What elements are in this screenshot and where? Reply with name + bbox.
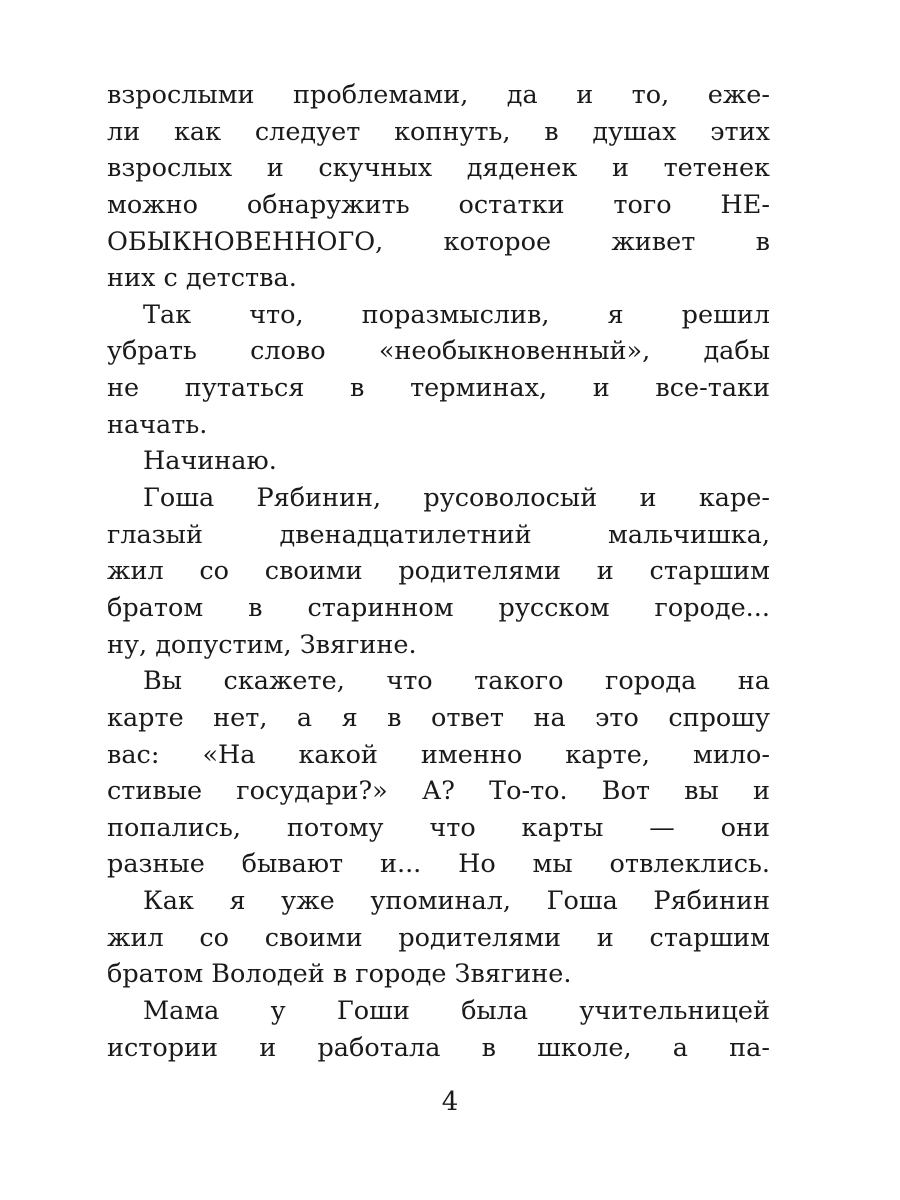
text-line: можно обнаружить остатки того НЕ- [107, 189, 770, 220]
text-line: ну, допустим, Звягине. [107, 629, 417, 660]
text-line: взрослых и скучных дяденек и тетенек [107, 153, 770, 184]
text-line: Так что, поразмыслив, я решил [143, 299, 770, 330]
text-line: жил со своими родителями и старшим [107, 922, 770, 953]
text-line: взрослыми проблемами, да и то, еже- [107, 80, 770, 110]
text-line: них с детства. [107, 263, 297, 294]
paragraph [107, 883, 770, 993]
text-line: Начинаю. [143, 446, 277, 477]
text-line: ли как следует копнуть, в душах этих [107, 116, 770, 147]
paragraph [107, 993, 770, 1066]
text-line: Как я уже упоминал, Гоша Рябинин [143, 886, 770, 917]
text-line: карте нет, а я в ответ на это спрошу [107, 702, 770, 733]
text-line: братом Володей в городе Звягине. [107, 959, 572, 990]
text-line: истории и работала в школе, а па- [107, 1032, 770, 1063]
text-line: начать. [107, 409, 208, 440]
text-line: разные бывают и... Но мы отвлеклись. [107, 849, 770, 880]
paragraph [107, 297, 770, 444]
text-line: Гоша Рябинин, русоволосый и каре- [143, 483, 770, 514]
text-line: не путаться в терминах, и все-таки [107, 373, 770, 404]
text-line: попались, потому что карты — они [107, 812, 770, 843]
paragraph [107, 480, 770, 663]
text-line: жил со своими родителями и старшим [107, 556, 770, 587]
text-line: братом в старинном русском городе... [107, 592, 770, 623]
paragraph [107, 443, 770, 480]
page-number: 4 [441, 1087, 459, 1117]
text-line: убрать слово «необыкновенный», дабы [107, 336, 770, 367]
text-line: ОБЫКНОВЕННОГО, которое живет в [107, 226, 770, 257]
text-line: Вы скажете, что такого города на [143, 666, 770, 697]
page-body-text [107, 77, 770, 1066]
text-line: Мама у Гоши была учительницей [143, 996, 770, 1027]
text-line: стивые государи?» А? То-то. Вот вы и [107, 776, 770, 807]
text-line: вас: «На какой именно карте, мило- [107, 739, 770, 770]
text-line: глазый двенадцатилетний мальчишка, [107, 519, 770, 550]
paragraph [107, 77, 770, 297]
paragraph [107, 663, 770, 883]
